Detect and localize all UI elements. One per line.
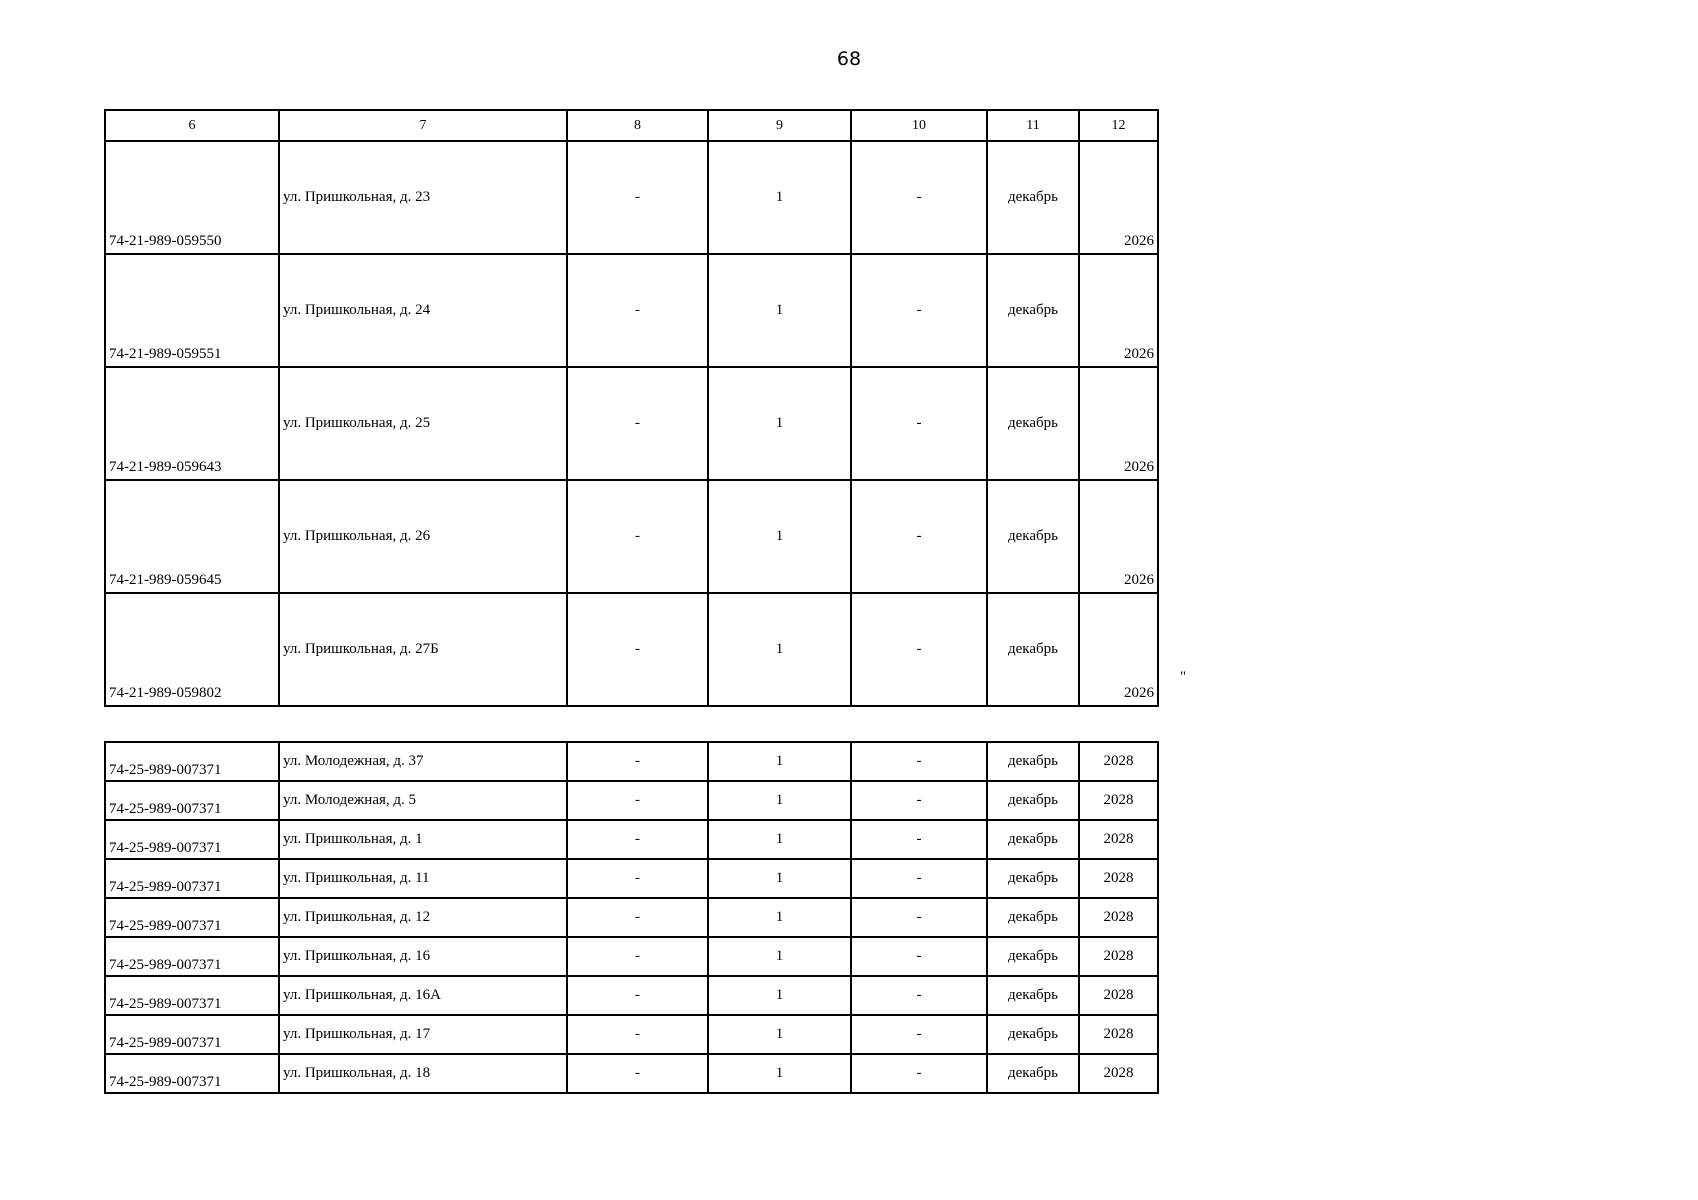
col8-cell: - bbox=[567, 1054, 708, 1093]
table-row bbox=[105, 367, 1158, 480]
col9-cell: 1 bbox=[708, 937, 851, 976]
year-cell: 2026 bbox=[1079, 367, 1158, 480]
col9-cell: 1 bbox=[708, 1015, 851, 1054]
col9-cell: 1 bbox=[708, 898, 851, 937]
address-cell: ул. Пришкольная, д. 16А bbox=[279, 976, 567, 1015]
col8-cell: - bbox=[567, 593, 708, 706]
column-number: 9 bbox=[708, 110, 851, 141]
col10-cell: - bbox=[851, 820, 987, 859]
col10-cell: - bbox=[851, 593, 987, 706]
address-cell: ул. Пришкольная, д. 24 bbox=[279, 254, 567, 367]
object-code-cell: 74-25-989-007371 bbox=[105, 1054, 279, 1093]
col10-cell: - bbox=[851, 781, 987, 820]
month-cell: декабрь bbox=[987, 742, 1079, 781]
object-code-cell: 74-25-989-007371 bbox=[105, 859, 279, 898]
table-row bbox=[105, 1015, 1158, 1054]
month-cell: декабрь bbox=[987, 820, 1079, 859]
table-row bbox=[105, 937, 1158, 976]
table-row bbox=[105, 742, 1158, 781]
col9-cell: 1 bbox=[708, 593, 851, 706]
col9-cell: 1 bbox=[708, 781, 851, 820]
col8-cell: - bbox=[567, 367, 708, 480]
table-row bbox=[105, 976, 1158, 1015]
year-cell: 2028 bbox=[1079, 859, 1158, 898]
object-code-cell: 74-21-989-059551 bbox=[105, 254, 279, 367]
col8-cell: - bbox=[567, 254, 708, 367]
col10-cell: - bbox=[851, 1054, 987, 1093]
col10-cell: - bbox=[851, 976, 987, 1015]
col10-cell: - bbox=[851, 1015, 987, 1054]
table-row bbox=[105, 820, 1158, 859]
column-number: 6 bbox=[105, 110, 279, 141]
year-cell: 2028 bbox=[1079, 1015, 1158, 1054]
col9-cell: 1 bbox=[708, 976, 851, 1015]
col10-cell: - bbox=[851, 859, 987, 898]
col9-cell: 1 bbox=[708, 480, 851, 593]
col9-cell: 1 bbox=[708, 141, 851, 254]
address-cell: ул. Пришкольная, д. 26 bbox=[279, 480, 567, 593]
address-cell: ул. Пришкольная, д. 25 bbox=[279, 367, 567, 480]
year-cell: 2026 bbox=[1079, 480, 1158, 593]
year-cell: 2026 bbox=[1079, 141, 1158, 254]
month-cell: декабрь bbox=[987, 937, 1079, 976]
table-row bbox=[105, 593, 1158, 706]
address-cell: ул. Пришкольная, д. 12 bbox=[279, 898, 567, 937]
col8-cell: - bbox=[567, 1015, 708, 1054]
col10-cell: - bbox=[851, 898, 987, 937]
col8-cell: - bbox=[567, 781, 708, 820]
column-number: 8 bbox=[567, 110, 708, 141]
col8-cell: - bbox=[567, 859, 708, 898]
col10-cell: - bbox=[851, 141, 987, 254]
month-cell: декабрь bbox=[987, 898, 1079, 937]
object-code-cell: 74-25-989-007371 bbox=[105, 1015, 279, 1054]
address-cell: ул. Пришкольная, д. 17 bbox=[279, 1015, 567, 1054]
address-cell: ул. Молодежная, д. 37 bbox=[279, 742, 567, 781]
year-cell: 2028 bbox=[1079, 937, 1158, 976]
month-cell: декабрь bbox=[987, 859, 1079, 898]
schedule-table-new bbox=[104, 741, 1159, 1094]
address-cell: ул. Пришкольная, д. 18 bbox=[279, 1054, 567, 1093]
year-cell: 2028 bbox=[1079, 898, 1158, 937]
year-cell: 2028 bbox=[1079, 781, 1158, 820]
column-number: 7 bbox=[279, 110, 567, 141]
month-cell: декабрь bbox=[987, 480, 1079, 593]
closing-quote: " bbox=[1180, 669, 1187, 685]
object-code-cell: 74-25-989-007371 bbox=[105, 937, 279, 976]
object-code-cell: 74-25-989-007371 bbox=[105, 898, 279, 937]
table-row bbox=[105, 781, 1158, 820]
col10-cell: - bbox=[851, 742, 987, 781]
object-code-cell: 74-21-989-059802 bbox=[105, 593, 279, 706]
col10-cell: - bbox=[851, 480, 987, 593]
table-row bbox=[105, 898, 1158, 937]
month-cell: декабрь bbox=[987, 976, 1079, 1015]
month-cell: декабрь bbox=[987, 367, 1079, 480]
col10-cell: - bbox=[851, 367, 987, 480]
address-cell: ул. Пришкольная, д. 11 bbox=[279, 859, 567, 898]
col8-cell: - bbox=[567, 937, 708, 976]
object-code-cell: 74-25-989-007371 bbox=[105, 976, 279, 1015]
object-code-cell: 74-21-989-059645 bbox=[105, 480, 279, 593]
col9-cell: 1 bbox=[708, 820, 851, 859]
col10-cell: - bbox=[851, 254, 987, 367]
col8-cell: - bbox=[567, 898, 708, 937]
address-cell: ул. Пришкольная, д. 16 bbox=[279, 937, 567, 976]
month-cell: декабрь bbox=[987, 1015, 1079, 1054]
object-code-cell: 74-25-989-007371 bbox=[105, 820, 279, 859]
address-cell: ул. Пришкольная, д. 1 bbox=[279, 820, 567, 859]
column-number: 11 bbox=[987, 110, 1079, 141]
col9-cell: 1 bbox=[708, 367, 851, 480]
object-code-cell: 74-21-989-059643 bbox=[105, 367, 279, 480]
year-cell: 2028 bbox=[1079, 742, 1158, 781]
address-cell: ул. Молодежная, д. 5 bbox=[279, 781, 567, 820]
schedule-table-continued bbox=[104, 109, 1159, 707]
object-code-cell: 74-25-989-007371 bbox=[105, 742, 279, 781]
col8-cell: - bbox=[567, 742, 708, 781]
month-cell: декабрь bbox=[987, 254, 1079, 367]
col8-cell: - bbox=[567, 820, 708, 859]
table-row bbox=[105, 859, 1158, 898]
col9-cell: 1 bbox=[708, 859, 851, 898]
year-cell: 2026 bbox=[1079, 254, 1158, 367]
col8-cell: - bbox=[567, 976, 708, 1015]
table-row bbox=[105, 1054, 1158, 1093]
object-code-cell: 74-21-989-059550 bbox=[105, 141, 279, 254]
table-row bbox=[105, 254, 1158, 367]
col9-cell: 1 bbox=[708, 254, 851, 367]
column-number: 10 bbox=[851, 110, 987, 141]
year-cell: 2028 bbox=[1079, 976, 1158, 1015]
object-code-cell: 74-25-989-007371 bbox=[105, 781, 279, 820]
page-number: 68 bbox=[836, 48, 862, 70]
table-row bbox=[105, 141, 1158, 254]
table-row bbox=[105, 480, 1158, 593]
column-number-row bbox=[105, 110, 1158, 141]
address-cell: ул. Пришкольная, д. 23 bbox=[279, 141, 567, 254]
year-cell: 2026 bbox=[1079, 593, 1158, 706]
month-cell: декабрь bbox=[987, 141, 1079, 254]
col10-cell: - bbox=[851, 937, 987, 976]
col8-cell: - bbox=[567, 480, 708, 593]
address-cell: ул. Пришкольная, д. 27Б bbox=[279, 593, 567, 706]
column-number: 12 bbox=[1079, 110, 1158, 141]
month-cell: декабрь bbox=[987, 781, 1079, 820]
month-cell: декабрь bbox=[987, 1054, 1079, 1093]
col9-cell: 1 bbox=[708, 742, 851, 781]
col9-cell: 1 bbox=[708, 1054, 851, 1093]
month-cell: декабрь bbox=[987, 593, 1079, 706]
year-cell: 2028 bbox=[1079, 1054, 1158, 1093]
col8-cell: - bbox=[567, 141, 708, 254]
year-cell: 2028 bbox=[1079, 820, 1158, 859]
